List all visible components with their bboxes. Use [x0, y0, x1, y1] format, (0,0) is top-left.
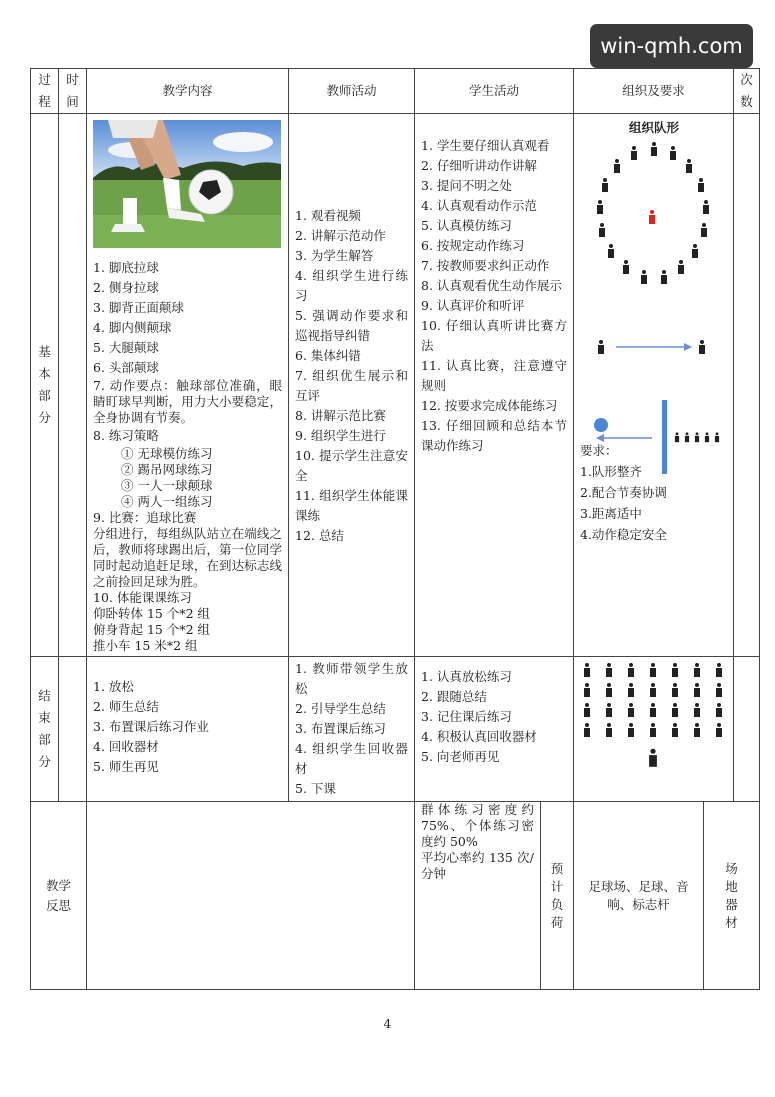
student-figure — [698, 178, 704, 194]
student-figure — [672, 703, 678, 719]
teacher-item: 2. 讲解示范动作 — [295, 228, 386, 243]
student-figure — [608, 244, 614, 260]
teacher-item: 4. 组织学生回收器材 — [295, 741, 408, 776]
end-row — [31, 657, 760, 802]
student-figure — [672, 683, 678, 699]
content-item: 3. 布置课后练习作业 — [93, 719, 209, 734]
student-figure — [716, 663, 722, 679]
teacher-item: 6. 集体纠错 — [295, 348, 361, 363]
req-item: 4.动作稳定安全 — [580, 527, 667, 542]
basic-org — [574, 114, 734, 657]
page-number: 4 — [383, 1017, 392, 1031]
content-item: 10. 体能课课练习 — [93, 590, 192, 605]
basic-time — [59, 114, 87, 657]
student-figure — [701, 223, 707, 239]
end-org — [574, 657, 734, 802]
student-figure — [602, 178, 608, 194]
header-content: 教学内容 — [87, 69, 289, 114]
student-item: 8. 认真观看优生动作展示 — [421, 278, 562, 293]
footer-row — [31, 802, 760, 990]
teacher-item: 11. 组织学生体能课课练 — [295, 488, 408, 523]
student-item: 5. 向老师再见 — [421, 749, 500, 764]
student-figure — [716, 723, 722, 739]
student-figure — [598, 340, 604, 356]
basic-count — [734, 114, 760, 657]
student-figure — [678, 260, 684, 276]
student-figure — [628, 663, 634, 679]
load-cell — [415, 802, 541, 990]
student-figure — [703, 200, 709, 216]
student-item: 7. 按教师要求纠正动作 — [421, 258, 550, 273]
req-item: 2.配合节奏协调 — [580, 485, 667, 500]
student-figure — [628, 703, 634, 719]
teacher-item: 9. 组织学生进行 — [295, 428, 386, 443]
student-item: 4. 认真观看动作示范 — [421, 198, 537, 213]
student-figure — [705, 432, 709, 443]
student-item: 1. 学生要仔细认真观看 — [421, 138, 550, 153]
content-item: 分组进行，每组纵队站立在端线之后，教师将球踢出后，第一位同学同时起动追赶足球，在到达标志线之前捡回足球为胜。 — [93, 526, 282, 589]
header-org: 组织及要求 — [574, 69, 734, 114]
end-content — [87, 657, 289, 802]
basic-row — [31, 114, 760, 657]
basic-content — [87, 114, 289, 657]
load-label-cell — [541, 802, 574, 990]
student-item: 4. 积极认真回收器材 — [421, 729, 537, 744]
basic-label: 基本部分 — [31, 114, 59, 657]
student-figure — [606, 723, 612, 739]
content-item: 1. 放松 — [93, 679, 134, 694]
student-item: 3. 记住课后练习 — [421, 709, 512, 724]
teacher-figure — [649, 210, 655, 226]
end-time — [59, 657, 87, 802]
strategy-item: ① 无球模仿练习 — [121, 446, 213, 461]
student-figure — [650, 703, 656, 719]
header-teacher: 教师活动 — [289, 69, 415, 114]
strategy-item: ③ 一人一球颠球 — [121, 478, 213, 493]
venue-text: 足球场、足球、音响、标志杆 — [588, 878, 689, 912]
basic-teacher — [289, 114, 415, 657]
student-figure — [650, 663, 656, 679]
content-item: 2. 师生总结 — [93, 699, 159, 714]
student-figure — [650, 683, 656, 699]
student-figure — [597, 200, 603, 216]
student-item: 9. 认真评价和听评 — [421, 298, 525, 313]
student-item: 1. 认真放松练习 — [421, 669, 512, 684]
student-figure — [584, 663, 590, 679]
formation-title: 组织队形 — [628, 120, 679, 135]
formation-diagram — [574, 114, 733, 644]
content-item: 5. 师生再见 — [93, 759, 159, 774]
student-figure — [606, 683, 612, 699]
strategy-item: ② 踢吊网球练习 — [121, 462, 213, 477]
student-figure — [694, 663, 700, 679]
student-item: 12. 按要求完成体能练习 — [421, 398, 558, 413]
requirements — [580, 440, 667, 545]
student-figure — [614, 159, 620, 175]
teacher-item: 2. 引导学生总结 — [295, 701, 386, 716]
student-figure — [650, 723, 656, 739]
teacher-item: 5. 强调动作要求和巡视指导纠错 — [295, 308, 408, 343]
content-item: 7. 动作要点：触球部位准确，眼睛盯球早判断，用力大小要稳定，全身协调有节奏。 — [93, 378, 282, 425]
content-item: 俯身背起 15 个*2 组 — [93, 622, 211, 637]
student-figure — [672, 663, 678, 679]
teacher-item: 8. 讲解示范比赛 — [295, 408, 386, 423]
student-figure — [716, 703, 722, 719]
venue-text-cell — [574, 802, 704, 990]
venue-label: 场地器材 — [725, 860, 738, 930]
load-text: 群体练习密度约 75%、个体练习密度约 50% 平均心率约 135 次/分钟 — [421, 802, 534, 881]
student-figure — [670, 146, 676, 162]
teacher-item: 4. 组织学生进行练习 — [295, 268, 408, 303]
content-item: 6. 头部颠球 — [93, 360, 159, 375]
student-figure — [584, 723, 590, 739]
reflection-label: 教学反思 — [45, 877, 71, 913]
end-student — [415, 657, 574, 802]
student-item: 11. 认真比赛，注意遵守规则 — [421, 358, 567, 393]
student-figure — [606, 703, 612, 719]
content-item: 4. 回收器材 — [93, 739, 159, 754]
student-figure — [641, 270, 647, 286]
teacher-item: 3. 为学生解答 — [295, 248, 374, 263]
student-figure — [695, 432, 699, 443]
student-figure — [651, 142, 657, 158]
content-item: 4. 脚内侧颠球 — [93, 320, 172, 335]
student-item: 2. 仔细听讲动作讲解 — [421, 158, 537, 173]
teacher-item: 7. 组织优生展示和互评 — [295, 368, 408, 403]
teacher-item: 10. 提示学生注意安全 — [295, 448, 408, 483]
req-item: 3.距离适中 — [580, 506, 642, 521]
teacher-figure — [649, 749, 657, 770]
content-item: 推小车 15 米*2 组 — [93, 638, 198, 653]
student-item: 10. 仔细认真听讲比赛方法 — [421, 318, 567, 353]
load-label: 预计负荷 — [550, 860, 564, 930]
student-figure — [672, 723, 678, 739]
student-item: 13. 仔细回顾和总结本节课动作练习 — [421, 418, 567, 453]
student-figure — [716, 683, 722, 699]
student-figure — [694, 683, 700, 699]
student-figure — [661, 270, 667, 286]
content-item: 3. 脚背正面颠球 — [93, 300, 184, 315]
req-item: 1.队形整齐 — [580, 464, 642, 479]
student-figure — [694, 703, 700, 719]
basic-student — [415, 114, 574, 657]
student-figure — [599, 223, 605, 239]
pass-arrow-icon — [614, 340, 694, 354]
teacher-item: 12. 总结 — [295, 528, 344, 543]
content-item: 5. 大腿颠球 — [93, 340, 159, 355]
header-row — [31, 69, 760, 114]
end-formation-diagram — [574, 657, 733, 797]
student-figure — [631, 146, 637, 162]
student-figure — [584, 703, 590, 719]
reflection-label-cell — [31, 802, 87, 990]
student-figure — [606, 663, 612, 679]
teacher-item: 1. 观看视频 — [295, 208, 361, 223]
lesson-plan-table — [30, 68, 760, 990]
student-figure — [694, 723, 700, 739]
student-item: 5. 认真模仿练习 — [421, 218, 512, 233]
student-figure — [628, 723, 634, 739]
student-figure — [686, 159, 692, 175]
student-item: 2. 跟随总结 — [421, 689, 487, 704]
header-process: 过程 — [31, 69, 59, 114]
student-figure — [584, 683, 590, 699]
strategy-item: ④ 两人一组练习 — [121, 494, 213, 509]
end-label: 结束部分 — [31, 657, 59, 802]
content-item: 9. 比赛：追球比赛 — [93, 510, 197, 525]
content-item: 8. 练习策略 — [93, 428, 159, 443]
venue-label-cell — [704, 802, 760, 990]
teacher-item: 3. 布置课后练习 — [295, 721, 386, 736]
end-teacher — [289, 657, 415, 802]
header-count: 次数 — [734, 69, 760, 114]
content-item: 2. 侧身拉球 — [93, 280, 159, 295]
ball-icon — [594, 418, 608, 432]
reflection-content — [87, 802, 415, 990]
student-figure — [699, 340, 705, 356]
student-figure — [628, 683, 634, 699]
end-count — [734, 657, 760, 802]
teacher-item: 1. 教师带领学生放松 — [295, 661, 408, 696]
soccer-photo — [93, 120, 281, 248]
header-student: 学生活动 — [415, 69, 574, 114]
content-item: 仰卧转体 15 个*2 组 — [93, 606, 211, 621]
student-item: 6. 按规定动作练习 — [421, 238, 525, 253]
student-figure — [675, 432, 679, 443]
watermark: win-qmh.com — [590, 24, 753, 68]
student-figure — [623, 260, 629, 276]
header-time: 时间 — [59, 69, 87, 114]
content-item: 1. 脚底拉球 — [93, 260, 159, 275]
student-item: 3. 提问不明之处 — [421, 178, 512, 193]
req-title: 要求： — [580, 443, 618, 458]
student-figure — [715, 432, 719, 443]
student-figure — [692, 244, 698, 260]
student-figure — [685, 432, 689, 443]
teacher-item: 5. 下课 — [295, 781, 336, 796]
